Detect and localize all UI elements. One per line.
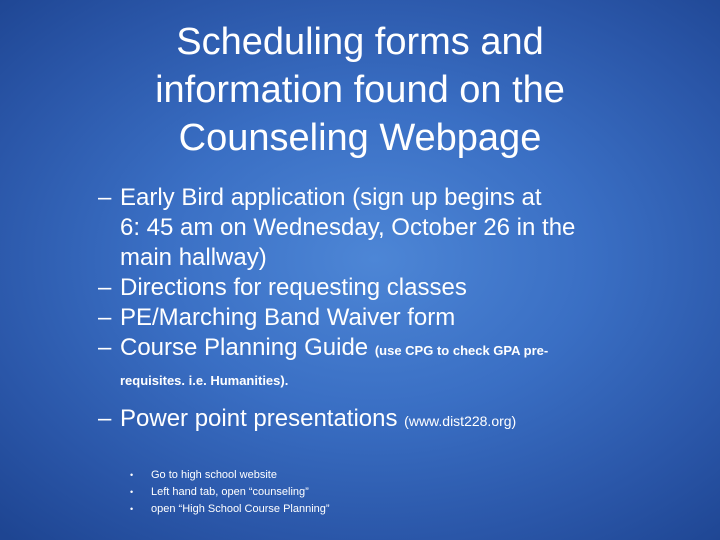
item-text: PE/Marching Band Waiver form <box>120 304 456 331</box>
list-item-power-point <box>98 404 698 436</box>
sub-item <box>130 467 330 484</box>
sub-bullet-list <box>130 467 330 518</box>
sub-item <box>130 501 330 518</box>
title-line-2: information found on the <box>155 69 565 111</box>
slide-title <box>60 18 660 162</box>
bullet-icon: • <box>130 504 134 514</box>
dash-marker: – <box>98 405 112 432</box>
sub-item <box>130 484 330 501</box>
item-note: (www.dist228.org) <box>404 413 517 429</box>
dash-marker: – <box>98 274 112 301</box>
item-text-line-2: 6: 45 am on Wednesday, October 26 in the <box>120 214 576 241</box>
title-line-3: Counseling Webpage <box>178 117 542 159</box>
item-text: Course Planning Guide <box>120 334 369 361</box>
item-text: Power point presentations <box>120 405 398 432</box>
list-item-waiver-form <box>98 303 698 333</box>
bullet-icon: • <box>130 470 134 480</box>
bullet-list <box>98 183 698 436</box>
sub-item-text: Left hand tab, open “counseling” <box>151 486 309 498</box>
sub-item-text: Go to high school website <box>151 469 277 481</box>
list-item-directions <box>98 273 698 303</box>
item-note: (use CPG to check GPA pre- <box>374 343 549 358</box>
title-line-1: Scheduling forms and <box>176 21 544 63</box>
sub-item-text: open “High School Course Planning” <box>151 503 330 515</box>
dash-marker: – <box>98 304 112 331</box>
bullet-icon: • <box>130 487 134 497</box>
dash-marker: – <box>98 184 112 211</box>
item-note-continued: requisites. i.e. Humanities). <box>120 373 289 388</box>
dash-marker: – <box>98 334 112 361</box>
item-text: Directions for requesting classes <box>120 274 467 301</box>
item-text-line-3: main hallway) <box>120 244 267 271</box>
list-item-course-planning-guide <box>98 333 698 392</box>
list-item-early-bird <box>98 183 698 273</box>
item-text-line-1: Early Bird application (sign up begins at <box>120 184 542 211</box>
